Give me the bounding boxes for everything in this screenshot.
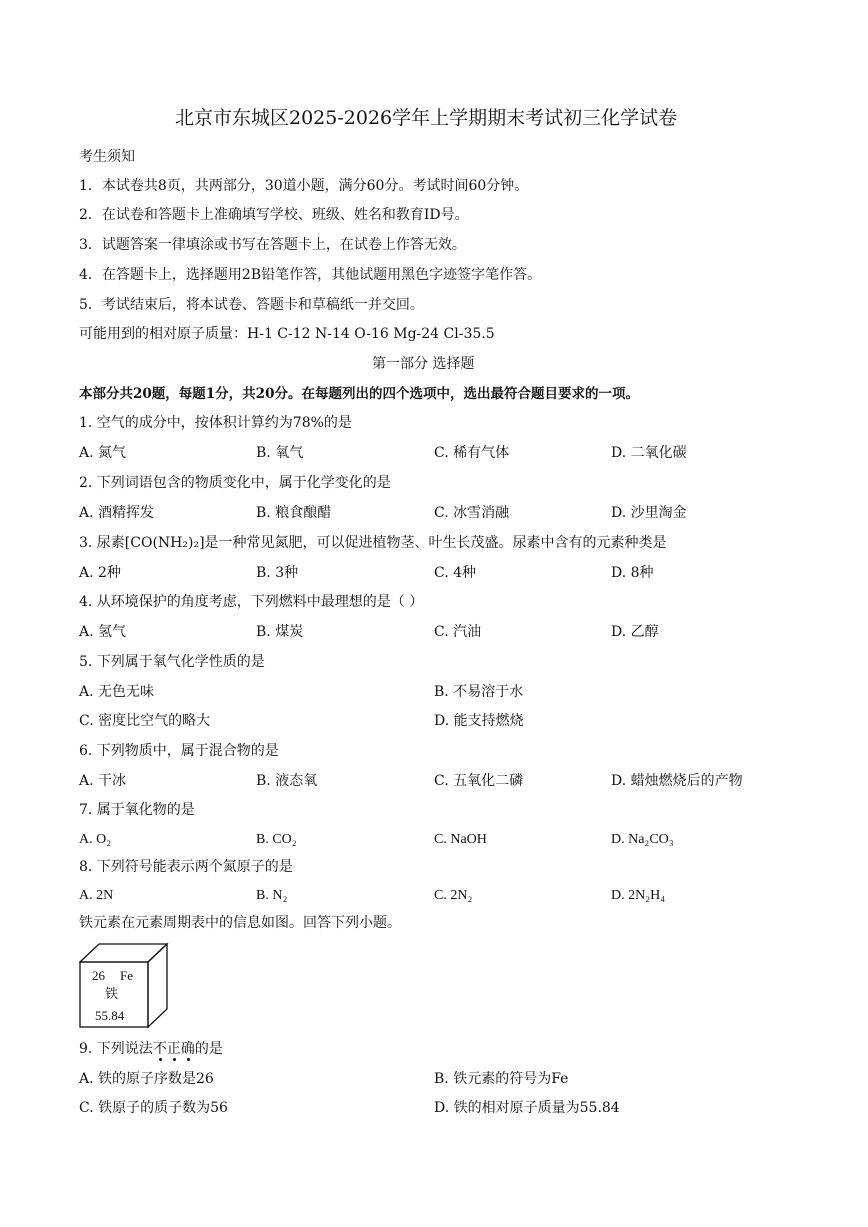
option: A. O₂ — [79, 832, 112, 847]
option: A. 干冰 — [79, 773, 127, 789]
question-stem: 4. 从环境保护的角度考虑，下列燃料中最理想的是（ ） — [79, 594, 424, 610]
notice-item: 2．在试卷和答题卡上准确填写学校、班级、姓名和教育ID号。 — [79, 207, 469, 223]
option: C. 稀有气体 — [434, 445, 510, 461]
option: D. 蜡烛燃烧后的产物 — [611, 773, 743, 789]
question-stem: 3. 尿素[CO(NH₂)₂]是一种常见氮肥，可以促进植物茎、叶生长茂盛。尿素中含有的元素种类是 — [79, 535, 667, 551]
q9-stem-emphasis: 不正确 — [153, 1041, 195, 1057]
option: C. 密度比空气的略大 — [79, 713, 211, 729]
q9-stem-suffix: 的是 — [194, 1041, 223, 1057]
option: A. 氢气 — [79, 624, 127, 640]
atomic-number: 26 — [92, 968, 105, 983]
periodic-table-cell — [79, 943, 169, 1029]
option: B. CO₂ — [256, 832, 297, 847]
option: C. 铁原子的质子数为56 — [79, 1100, 228, 1116]
option: D. 铁的相对原子质量为55.84 — [434, 1100, 620, 1116]
option: B. 3种 — [256, 565, 299, 581]
option: A. 氮气 — [79, 445, 127, 461]
option: B. 粮食酿醋 — [256, 505, 332, 521]
option: C. 冰雪消融 — [434, 505, 510, 521]
option: D. 二氧化碳 — [611, 445, 687, 461]
option: B. 液态氧 — [256, 773, 318, 789]
option: C. 五氧化二磷 — [434, 773, 524, 789]
option: B. N₂ — [256, 888, 288, 903]
question-stem — [79, 1040, 223, 1058]
option: B. 铁元素的符号为Fe — [434, 1071, 569, 1087]
option: D. Na₂CO₃ — [611, 832, 674, 847]
question-stem: 2. 下列词语包含的物质变化中，属于化学变化的是 — [79, 475, 391, 491]
option: B. 不易溶于水 — [434, 684, 524, 700]
exam-title: 北京市东城区2025-2026学年上学期期末考试初三化学试卷 — [175, 107, 678, 129]
question-stem: 7. 属于氧化物的是 — [79, 802, 195, 818]
iron-intro: 铁元素在元素周期表中的信息如图。回答下列小题。 — [79, 915, 401, 931]
question-stem: 5. 下列属于氧气化学性质的是 — [79, 654, 265, 670]
question-stem: 6. 下列物质中，属于混合物的是 — [79, 743, 279, 759]
option: A. 2N — [79, 888, 114, 903]
notice-item: 4．在答题卡上，选择题用2B铅笔作答，其他试题用黑色字迹签字笔作答。 — [79, 267, 542, 283]
option: D. 沙里淘金 — [611, 505, 687, 521]
option: A. 酒精挥发 — [79, 505, 155, 521]
option: D. 2N₂H₄ — [611, 888, 666, 903]
atomic-masses: 可能用到的相对原子质量：H-1 C-12 N-14 O-16 Mg-24 Cl-35.5 — [79, 326, 495, 342]
element-symbol: Fe — [120, 968, 133, 983]
notice-item: 1．本试卷共8页，共两部分，30道小题，满分60分。考试时间60分钟。 — [79, 178, 529, 194]
q9-stem-prefix: 9. 下列说法 — [79, 1041, 153, 1057]
option: D. 能支持燃烧 — [434, 713, 524, 729]
question-stem: 8. 下列符号能表示两个氮原子的是 — [79, 859, 293, 875]
option: B. 氧气 — [256, 445, 304, 461]
option: A. 无色无味 — [79, 684, 155, 700]
option: A. 铁的原子序数是26 — [79, 1071, 214, 1087]
option: C. NaOH — [434, 832, 487, 847]
part1-instruction: 本部分共20题，每题1分，共20分。在每题列出的四个选项中，选出最符合题目要求的一项。 — [79, 386, 639, 402]
option: D. 乙醇 — [611, 624, 659, 640]
atomic-mass: 55.84 — [95, 1008, 125, 1023]
notice-heading: 考生须知 — [79, 149, 135, 165]
option: D. 8种 — [611, 565, 654, 581]
option: A. 2种 — [79, 565, 121, 581]
notice-item: 3．试题答案一律填涂或书写在答题卡上，在试卷上作答无效。 — [79, 237, 466, 253]
option: C. 汽油 — [434, 624, 482, 640]
element-name: 铁 — [105, 987, 119, 1002]
option: B. 煤炭 — [256, 624, 304, 640]
question-stem: 1. 空气的成分中，按体积计算约为78%的是 — [79, 415, 352, 431]
option: C. 2N₂ — [434, 888, 473, 903]
part1-heading: 第一部分 选择题 — [372, 356, 475, 372]
notice-item: 5．考试结束后，将本试卷、答题卡和草稿纸一并交回。 — [79, 297, 424, 313]
option: C. 4种 — [434, 565, 477, 581]
